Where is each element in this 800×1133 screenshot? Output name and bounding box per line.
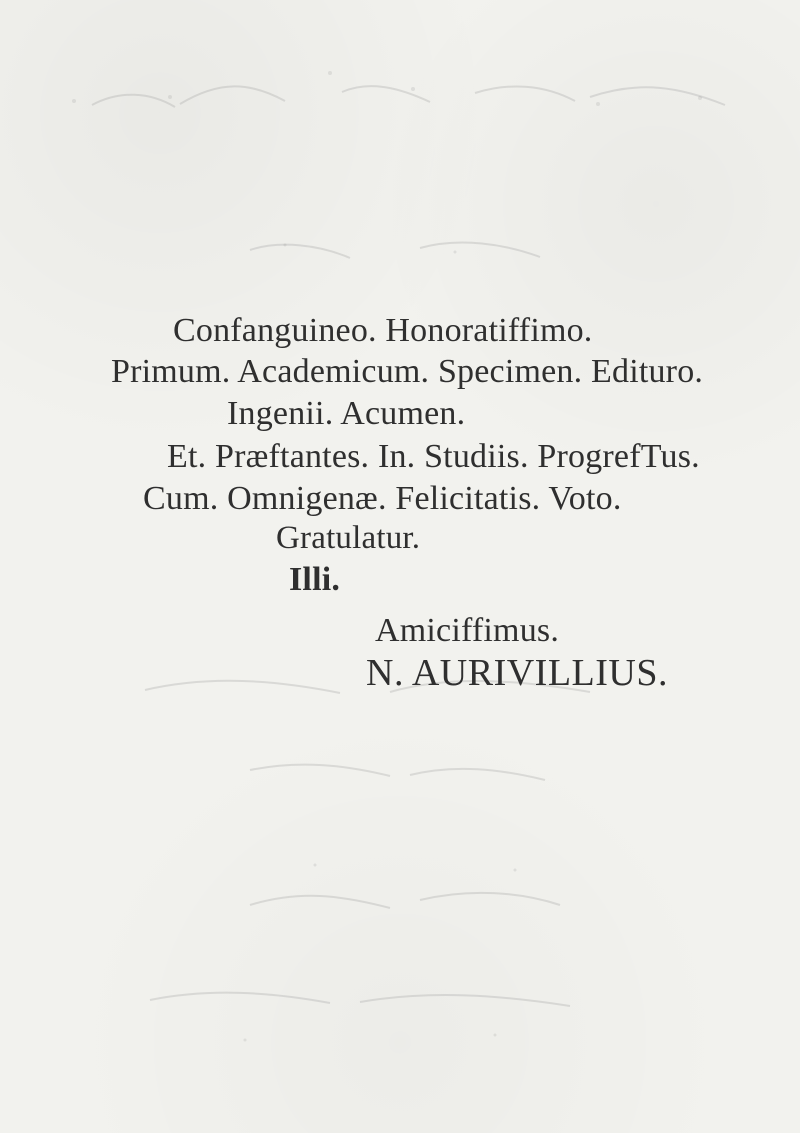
dedication-line-2: Primum. Academicum. Specimen. Edituro. <box>111 353 704 390</box>
signature-line-2: N. AURIVILLIUS. <box>366 652 668 694</box>
dedication-line-1: Confanguineo. Honoratiffimo. <box>173 312 593 349</box>
dedication-line-6: Gratulatur. <box>276 520 421 556</box>
dedication-line-4: Et. Præftantes. In. Studiis. ProgrefTus. <box>167 438 700 475</box>
signature-line-1: Amiciffimus. <box>375 612 560 649</box>
dedication-line-5: Cum. Omnigenæ. Felicitatis. Voto. <box>143 480 622 517</box>
dedication-line-7: Illi. <box>289 561 341 598</box>
dedication-line-3: Ingenii. Acumen. <box>227 395 466 432</box>
